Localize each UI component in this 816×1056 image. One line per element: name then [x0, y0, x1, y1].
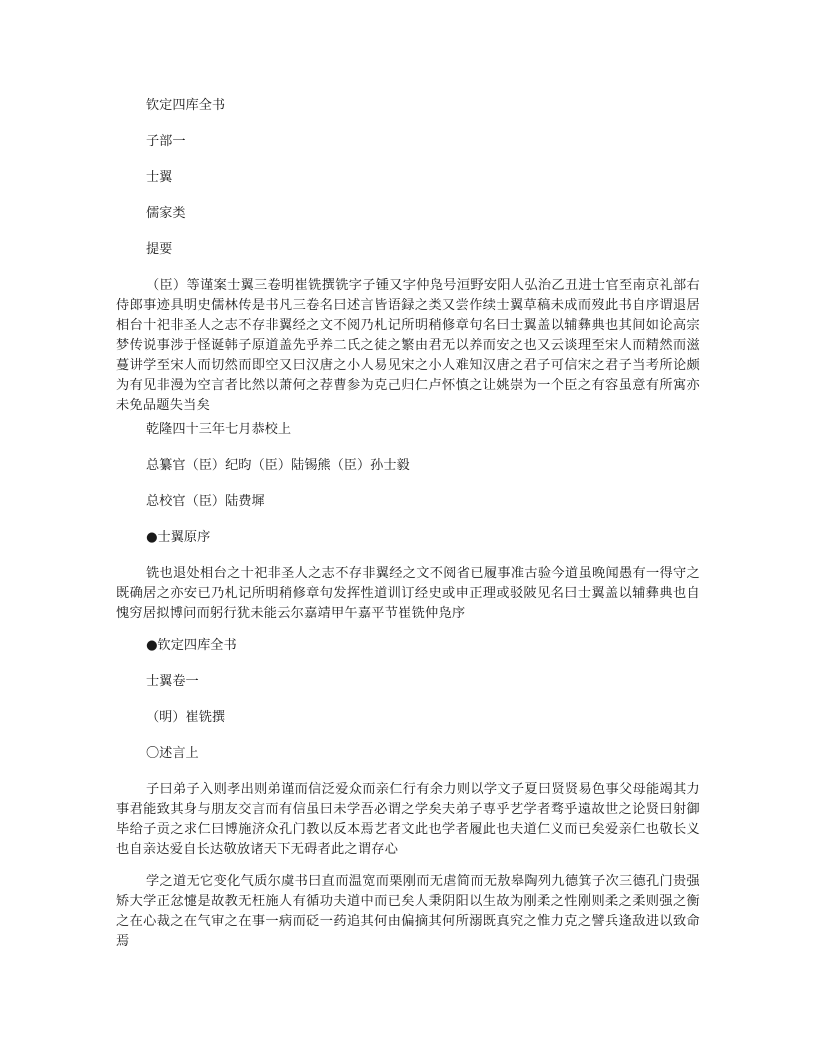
- volume-title: 士翼卷一: [146, 674, 199, 689]
- chapter-heading: 〇述言上: [146, 746, 199, 761]
- body-paragraph: 子曰弟子入则孝出则弟谨而信泛爱众而亲仁行有余力则以学文子夏曰贤贤易色事父母能竭其力事君能致其身与朋友交言而有信虽曰未学吾必谓之学矣夫弟子専乎艺学者骛乎遠故世之论贤曰射御毕给子贡之求仁曰博施济众孔门教以反本焉艺者文此也学者履此也夫道仁义而已矣爱亲仁也敬长义也自亲达爱自长达敬放诸天下无碍者此之谓存心: [116, 782, 700, 857]
- chief-proofreader: 总校官（臣）陆费墀: [146, 494, 265, 509]
- book-title: 士翼: [146, 170, 173, 185]
- category-label: 儒家类: [146, 206, 186, 221]
- section-label: 子部一: [146, 134, 186, 149]
- abstract-heading: 提要: [146, 242, 173, 257]
- abstract-paragraph: （臣）等谨案士翼三卷明崔铣撰铣字子锺又字仲凫号洹野安阳人弘治乙丑进士官至南京礼部右侍郎事迹具明史儒林传是书凡三卷名曰述言皆语録之类又尝作续士翼草稿未成而歿此书自序谓退居相台十祀非圣人之志不存非翼经之文不阅乃札记所明稍修章句名曰士翼盖以辅彝典也其间如论高宗梦传说事涉于怪诞韩子原道盖先乎养二氏之徒之繁由君无以养而安之也又云谈理至宋人而精然而滋蔓讲学至宋人而切然而即空又曰汉唐之小人易见宋之小人难知汉唐之君子可信宋之君子当考所论颇为有见非漫为空言者比然以萧何之荐曹参为克己归仁卢怀慎之让姚崇为一个臣之有容虽意有所寓亦未免品题失当矣: [116, 278, 700, 413]
- body-paragraph: 学之道无它变化气质尔虞书曰直而温宽而栗刚而无虐简而无敖皋陶列九德箕子次三德孔门贵强矫大学正忿懥是故教无枉施人有循功夫道中而已矣人秉阴阳以生故为刚柔之性刚则柔之柔则强之衡之在心裁之在气审之在事一病而砭一药追其何由偏摘其何所溺既真究之惟力克之譬兵逢敌进以致命焉: [116, 874, 700, 949]
- preface-heading: ●士翼原序: [146, 530, 211, 545]
- author-line: （明）崔铣撰: [146, 710, 226, 725]
- abstract-date: 乾隆四十三年七月恭校上: [146, 422, 292, 437]
- collection-title: 钦定四库全书: [146, 98, 226, 113]
- volume-collection-heading: ●钦定四库全书: [146, 638, 237, 653]
- preface-paragraph: 铣也退处相台之十祀非圣人之志不存非翼经之文不阅省已履事准古验今道虽晚闻愚有一得守之既确居之亦安已乃札记所明稍修章句发挥性道训订经史或申正理或驳陂见名曰士翼盖以辅彝典也自愧穷居拟博问而躬行犹未能云尔嘉靖甲午嘉平节崔铣仲凫序: [116, 566, 700, 621]
- chief-editors: 总纂官（臣）纪昀（臣）陆锡熊（臣）孙士毅: [146, 458, 410, 473]
